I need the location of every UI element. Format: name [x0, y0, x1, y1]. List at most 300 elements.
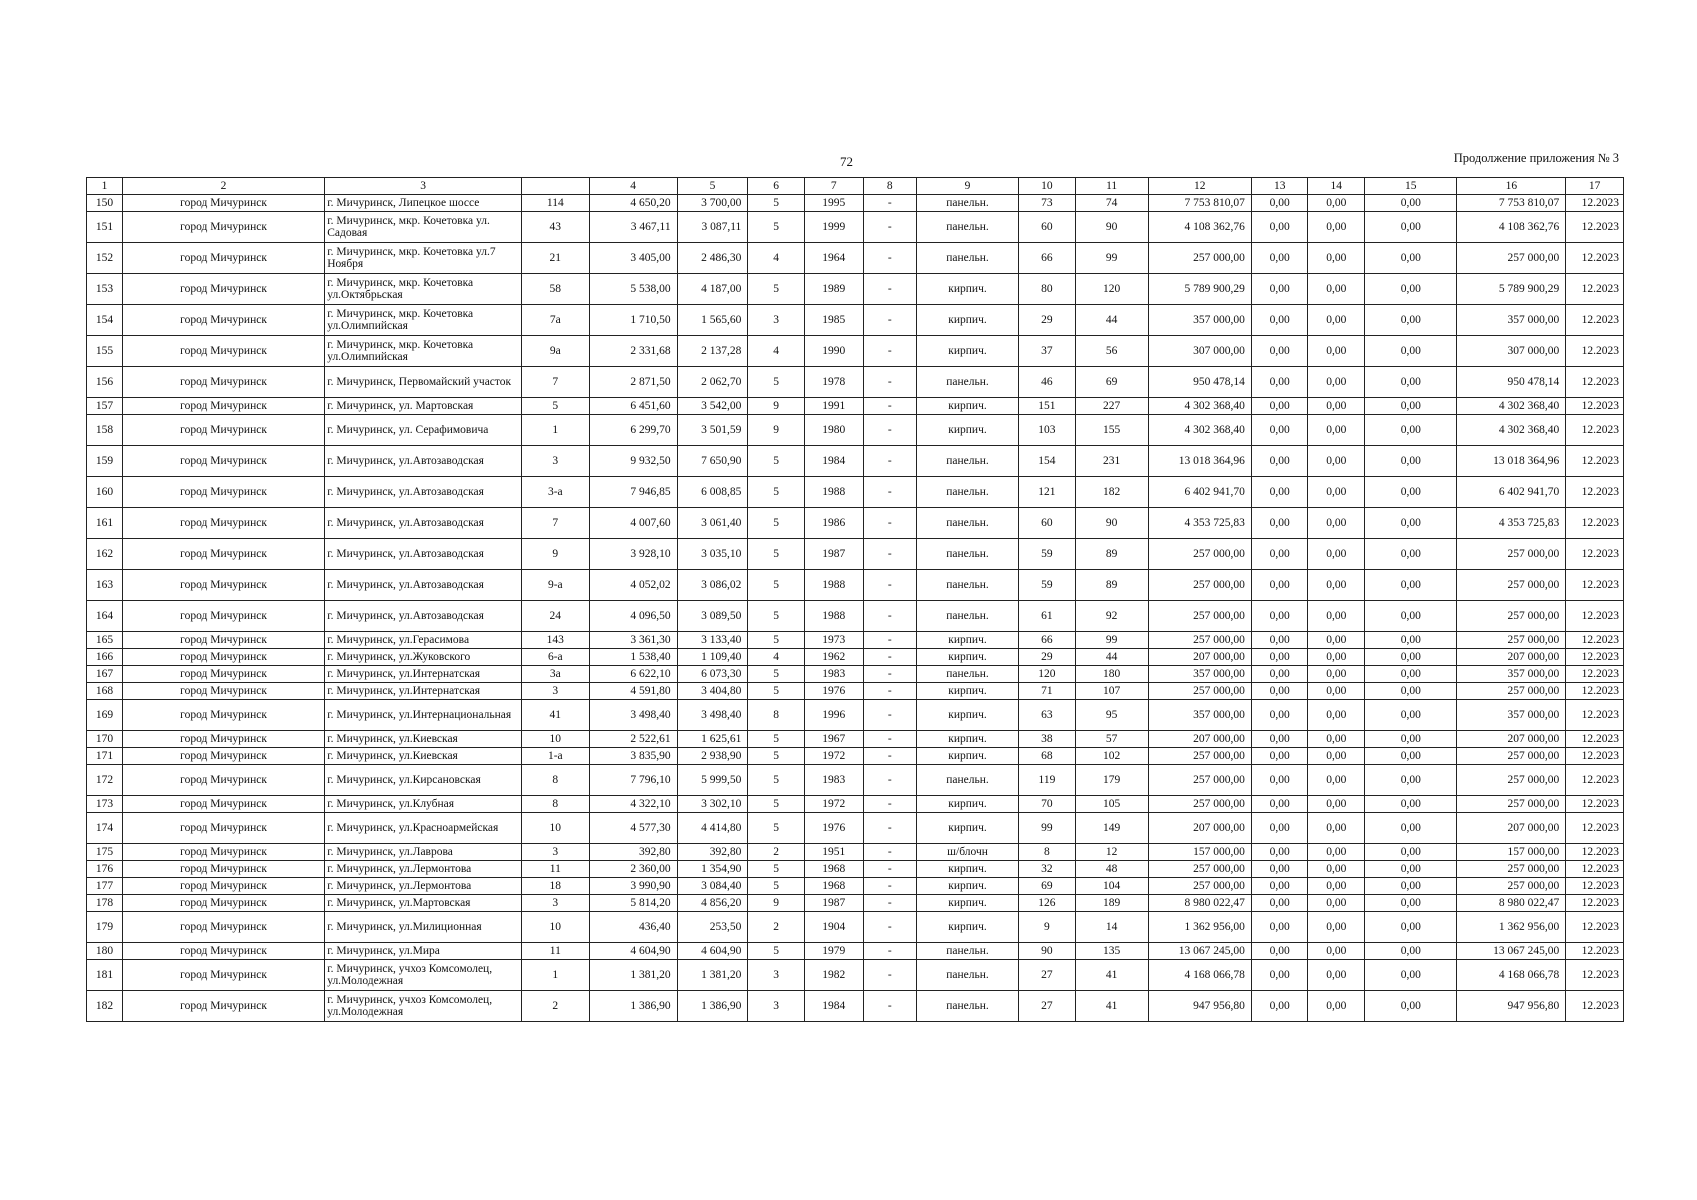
- col-8-cell: -: [863, 539, 916, 570]
- col-14-cell: 0,00: [1308, 748, 1365, 765]
- row-number-cell: 160: [87, 477, 123, 508]
- table-row: [87, 477, 1624, 508]
- table-row: [87, 960, 1624, 991]
- municipality-cell: город Мичуринск: [122, 960, 324, 991]
- total-area-cell: 1 538,40: [589, 649, 677, 666]
- col-11-cell: 14: [1075, 912, 1148, 943]
- col-8-cell: -: [863, 398, 916, 415]
- house-number-cell: 3-а: [522, 477, 589, 508]
- completion-date-cell: 12.2023: [1566, 336, 1624, 367]
- col-11-cell: 107: [1075, 683, 1148, 700]
- col-16-cell: 947 956,80: [1457, 991, 1566, 1022]
- col-14-cell: 0,00: [1308, 991, 1365, 1022]
- total-area-cell: 4 650,20: [589, 195, 677, 212]
- col-15-cell: 0,00: [1365, 398, 1457, 415]
- wall-material-cell: кирпич.: [916, 895, 1018, 912]
- total-cost-cell: 207 000,00: [1148, 731, 1251, 748]
- col-8-cell: -: [863, 895, 916, 912]
- wall-material-cell: панельн.: [916, 943, 1018, 960]
- year-built-cell: 1983: [804, 666, 863, 683]
- year-built-cell: 1987: [804, 539, 863, 570]
- col-11-cell: 99: [1075, 632, 1148, 649]
- address-cell: г. Мичуринск, ул.Клубная: [325, 796, 522, 813]
- col-16-cell: 207 000,00: [1457, 649, 1566, 666]
- col-16-cell: 357 000,00: [1457, 305, 1566, 336]
- row-number-cell: 172: [87, 765, 123, 796]
- total-cost-cell: 307 000,00: [1148, 336, 1251, 367]
- table-row: [87, 683, 1624, 700]
- col-15-cell: 0,00: [1365, 960, 1457, 991]
- col-10-cell: 37: [1019, 336, 1076, 367]
- column-header-0: 1: [87, 178, 123, 195]
- col-15-cell: 0,00: [1365, 878, 1457, 895]
- municipality-cell: город Мичуринск: [122, 508, 324, 539]
- wall-material-cell: кирпич.: [916, 398, 1018, 415]
- year-built-cell: 1999: [804, 212, 863, 243]
- total-area-cell: 4 322,10: [589, 796, 677, 813]
- col-8-cell: -: [863, 813, 916, 844]
- completion-date-cell: 12.2023: [1566, 539, 1624, 570]
- municipality-cell: город Мичуринск: [122, 748, 324, 765]
- col-15-cell: 0,00: [1365, 683, 1457, 700]
- address-cell: г. Мичуринск, Липецкое шоссе: [325, 195, 522, 212]
- municipality-cell: город Мичуринск: [122, 861, 324, 878]
- total-area-cell: 7 796,10: [589, 765, 677, 796]
- total-cost-cell: 8 980 022,47: [1148, 895, 1251, 912]
- floors-cell: 5: [748, 632, 805, 649]
- col-10-cell: 103: [1019, 415, 1076, 446]
- total-area-cell: 6 622,10: [589, 666, 677, 683]
- address-cell: г. Мичуринск, мкр. Кочетовка ул.Олимпийская: [325, 305, 522, 336]
- col-13-cell: 0,00: [1251, 649, 1308, 666]
- col-16-cell: 4 353 725,83: [1457, 508, 1566, 539]
- col-15-cell: 0,00: [1365, 895, 1457, 912]
- floors-cell: 5: [748, 813, 805, 844]
- table-row: [87, 195, 1624, 212]
- row-number-cell: 154: [87, 305, 123, 336]
- col-15-cell: 0,00: [1365, 477, 1457, 508]
- col-8-cell: -: [863, 960, 916, 991]
- col-13-cell: 0,00: [1251, 796, 1308, 813]
- house-number-cell: 3: [522, 446, 589, 477]
- col-10-cell: 119: [1019, 765, 1076, 796]
- completion-date-cell: 12.2023: [1566, 666, 1624, 683]
- col-11-cell: 105: [1075, 796, 1148, 813]
- col-13-cell: 0,00: [1251, 683, 1308, 700]
- col-14-cell: 0,00: [1308, 336, 1365, 367]
- table-row: [87, 570, 1624, 601]
- wall-material-cell: панельн.: [916, 212, 1018, 243]
- col-13-cell: 0,00: [1251, 601, 1308, 632]
- floors-cell: 2: [748, 844, 805, 861]
- row-number-cell: 164: [87, 601, 123, 632]
- row-number-cell: 168: [87, 683, 123, 700]
- table-row: [87, 991, 1624, 1022]
- total-cost-cell: 257 000,00: [1148, 861, 1251, 878]
- year-built-cell: 1985: [804, 305, 863, 336]
- house-number-cell: 1-а: [522, 748, 589, 765]
- floors-cell: 5: [748, 765, 805, 796]
- table-row: [87, 508, 1624, 539]
- municipality-cell: город Мичуринск: [122, 367, 324, 398]
- col-16-cell: 7 753 810,07: [1457, 195, 1566, 212]
- address-cell: г. Мичуринск, ул.Герасимова: [325, 632, 522, 649]
- year-built-cell: 1986: [804, 508, 863, 539]
- col-15-cell: 0,00: [1365, 649, 1457, 666]
- table-row: [87, 895, 1624, 912]
- col-8-cell: -: [863, 861, 916, 878]
- col-10-cell: 46: [1019, 367, 1076, 398]
- house-number-cell: 9а: [522, 336, 589, 367]
- completion-date-cell: 12.2023: [1566, 570, 1624, 601]
- living-area-cell: 5 999,50: [677, 765, 748, 796]
- col-10-cell: 154: [1019, 446, 1076, 477]
- col-14-cell: 0,00: [1308, 878, 1365, 895]
- col-13-cell: 0,00: [1251, 336, 1308, 367]
- house-number-cell: 43: [522, 212, 589, 243]
- floors-cell: 4: [748, 336, 805, 367]
- row-number-cell: 169: [87, 700, 123, 731]
- floors-cell: 9: [748, 415, 805, 446]
- floors-cell: 5: [748, 731, 805, 748]
- year-built-cell: 1968: [804, 878, 863, 895]
- col-14-cell: 0,00: [1308, 666, 1365, 683]
- row-number-cell: 153: [87, 274, 123, 305]
- wall-material-cell: панельн.: [916, 539, 1018, 570]
- row-number-cell: 182: [87, 991, 123, 1022]
- total-area-cell: 3 467,11: [589, 212, 677, 243]
- col-13-cell: 0,00: [1251, 731, 1308, 748]
- completion-date-cell: 12.2023: [1566, 912, 1624, 943]
- col-16-cell: 257 000,00: [1457, 748, 1566, 765]
- address-cell: г. Мичуринск, ул.Лермонтова: [325, 861, 522, 878]
- floors-cell: 5: [748, 195, 805, 212]
- col-11-cell: 12: [1075, 844, 1148, 861]
- wall-material-cell: кирпич.: [916, 700, 1018, 731]
- column-header-3: [522, 178, 589, 195]
- total-cost-cell: 13 018 364,96: [1148, 446, 1251, 477]
- municipality-cell: город Мичуринск: [122, 305, 324, 336]
- col-8-cell: -: [863, 367, 916, 398]
- row-number-cell: 165: [87, 632, 123, 649]
- col-16-cell: 257 000,00: [1457, 601, 1566, 632]
- year-built-cell: 1984: [804, 446, 863, 477]
- house-number-cell: 9: [522, 539, 589, 570]
- total-area-cell: 4 096,50: [589, 601, 677, 632]
- living-area-cell: 1 109,40: [677, 649, 748, 666]
- completion-date-cell: 12.2023: [1566, 649, 1624, 666]
- table-row: [87, 796, 1624, 813]
- col-14-cell: 0,00: [1308, 895, 1365, 912]
- col-14-cell: 0,00: [1308, 844, 1365, 861]
- col-8-cell: -: [863, 878, 916, 895]
- col-10-cell: 27: [1019, 960, 1076, 991]
- table-row: [87, 666, 1624, 683]
- wall-material-cell: кирпич.: [916, 813, 1018, 844]
- column-header-17: 17: [1566, 178, 1624, 195]
- col-13-cell: 0,00: [1251, 632, 1308, 649]
- floors-cell: 5: [748, 601, 805, 632]
- col-11-cell: 74: [1075, 195, 1148, 212]
- municipality-cell: город Мичуринск: [122, 570, 324, 601]
- floors-cell: 9: [748, 398, 805, 415]
- address-cell: г. Мичуринск, ул.Интернациональная: [325, 700, 522, 731]
- row-number-cell: 151: [87, 212, 123, 243]
- row-number-cell: 177: [87, 878, 123, 895]
- col-13-cell: 0,00: [1251, 570, 1308, 601]
- municipality-cell: город Мичуринск: [122, 844, 324, 861]
- completion-date-cell: 12.2023: [1566, 878, 1624, 895]
- wall-material-cell: кирпич.: [916, 305, 1018, 336]
- address-cell: г. Мичуринск, мкр. Кочетовка ул.7 Ноября: [325, 243, 522, 274]
- total-cost-cell: 6 402 941,70: [1148, 477, 1251, 508]
- completion-date-cell: 12.2023: [1566, 960, 1624, 991]
- address-cell: г. Мичуринск, ул.Интернатская: [325, 666, 522, 683]
- table-body: [87, 195, 1624, 1022]
- col-15-cell: 0,00: [1365, 844, 1457, 861]
- col-15-cell: 0,00: [1365, 415, 1457, 446]
- row-number-cell: 176: [87, 861, 123, 878]
- house-number-cell: 8: [522, 796, 589, 813]
- row-number-cell: 167: [87, 666, 123, 683]
- col-10-cell: 9: [1019, 912, 1076, 943]
- col-15-cell: 0,00: [1365, 570, 1457, 601]
- municipality-cell: город Мичуринск: [122, 649, 324, 666]
- col-8-cell: -: [863, 195, 916, 212]
- col-13-cell: 0,00: [1251, 991, 1308, 1022]
- living-area-cell: 3 035,10: [677, 539, 748, 570]
- total-cost-cell: 357 000,00: [1148, 666, 1251, 683]
- total-cost-cell: 4 353 725,83: [1148, 508, 1251, 539]
- col-13-cell: 0,00: [1251, 748, 1308, 765]
- year-built-cell: 1995: [804, 195, 863, 212]
- year-built-cell: 1951: [804, 844, 863, 861]
- living-area-cell: 6 008,85: [677, 477, 748, 508]
- house-number-cell: 2: [522, 991, 589, 1022]
- total-cost-cell: 257 000,00: [1148, 765, 1251, 796]
- buildings-table: [86, 177, 1624, 1022]
- year-built-cell: 1988: [804, 570, 863, 601]
- house-number-cell: 143: [522, 632, 589, 649]
- wall-material-cell: панельн.: [916, 367, 1018, 398]
- total-area-cell: 9 932,50: [589, 446, 677, 477]
- living-area-cell: 1 386,90: [677, 991, 748, 1022]
- col-8-cell: -: [863, 305, 916, 336]
- col-11-cell: 44: [1075, 305, 1148, 336]
- floors-cell: 5: [748, 748, 805, 765]
- municipality-cell: город Мичуринск: [122, 243, 324, 274]
- house-number-cell: 58: [522, 274, 589, 305]
- row-number-cell: 170: [87, 731, 123, 748]
- col-16-cell: 257 000,00: [1457, 539, 1566, 570]
- completion-date-cell: 12.2023: [1566, 813, 1624, 844]
- living-area-cell: 3 498,40: [677, 700, 748, 731]
- col-10-cell: 60: [1019, 212, 1076, 243]
- col-14-cell: 0,00: [1308, 813, 1365, 844]
- wall-material-cell: панельн.: [916, 446, 1018, 477]
- house-number-cell: 10: [522, 912, 589, 943]
- table-row: [87, 912, 1624, 943]
- col-14-cell: 0,00: [1308, 796, 1365, 813]
- year-built-cell: 1988: [804, 477, 863, 508]
- total-area-cell: 3 928,10: [589, 539, 677, 570]
- total-area-cell: 6 451,60: [589, 398, 677, 415]
- floors-cell: 9: [748, 895, 805, 912]
- table-row: [87, 336, 1624, 367]
- col-14-cell: 0,00: [1308, 700, 1365, 731]
- col-11-cell: 41: [1075, 991, 1148, 1022]
- col-8-cell: -: [863, 446, 916, 477]
- col-8-cell: -: [863, 477, 916, 508]
- col-10-cell: 121: [1019, 477, 1076, 508]
- house-number-cell: 21: [522, 243, 589, 274]
- living-area-cell: 3 086,02: [677, 570, 748, 601]
- table-row: [87, 539, 1624, 570]
- col-15-cell: 0,00: [1365, 508, 1457, 539]
- total-area-cell: 4 591,80: [589, 683, 677, 700]
- municipality-cell: город Мичуринск: [122, 446, 324, 477]
- house-number-cell: 3: [522, 844, 589, 861]
- table-row: [87, 305, 1624, 336]
- col-14-cell: 0,00: [1308, 305, 1365, 336]
- row-number-cell: 163: [87, 570, 123, 601]
- col-10-cell: 38: [1019, 731, 1076, 748]
- municipality-cell: город Мичуринск: [122, 336, 324, 367]
- house-number-cell: 10: [522, 813, 589, 844]
- table-row: [87, 700, 1624, 731]
- col-14-cell: 0,00: [1308, 446, 1365, 477]
- col-10-cell: 151: [1019, 398, 1076, 415]
- col-13-cell: 0,00: [1251, 243, 1308, 274]
- table-row: [87, 446, 1624, 477]
- floors-cell: 5: [748, 943, 805, 960]
- house-number-cell: 7: [522, 367, 589, 398]
- col-11-cell: 57: [1075, 731, 1148, 748]
- year-built-cell: 1972: [804, 748, 863, 765]
- col-8-cell: -: [863, 336, 916, 367]
- year-built-cell: 1987: [804, 895, 863, 912]
- col-16-cell: 950 478,14: [1457, 367, 1566, 398]
- living-area-cell: 3 404,80: [677, 683, 748, 700]
- col-10-cell: 90: [1019, 943, 1076, 960]
- total-cost-cell: 257 000,00: [1148, 632, 1251, 649]
- floors-cell: 5: [748, 570, 805, 601]
- total-area-cell: 4 577,30: [589, 813, 677, 844]
- col-13-cell: 0,00: [1251, 508, 1308, 539]
- wall-material-cell: панельн.: [916, 570, 1018, 601]
- living-area-cell: 2 486,30: [677, 243, 748, 274]
- year-built-cell: 1972: [804, 796, 863, 813]
- floors-cell: 5: [748, 796, 805, 813]
- wall-material-cell: кирпич.: [916, 632, 1018, 649]
- total-area-cell: 3 835,90: [589, 748, 677, 765]
- row-number-cell: 179: [87, 912, 123, 943]
- wall-material-cell: кирпич.: [916, 415, 1018, 446]
- wall-material-cell: панельн.: [916, 765, 1018, 796]
- col-16-cell: 1 362 956,00: [1457, 912, 1566, 943]
- row-number-cell: 174: [87, 813, 123, 844]
- completion-date-cell: 12.2023: [1566, 508, 1624, 539]
- total-cost-cell: 950 478,14: [1148, 367, 1251, 398]
- year-built-cell: 1964: [804, 243, 863, 274]
- total-area-cell: 1 710,50: [589, 305, 677, 336]
- col-16-cell: 257 000,00: [1457, 878, 1566, 895]
- floors-cell: 5: [748, 508, 805, 539]
- completion-date-cell: 12.2023: [1566, 943, 1624, 960]
- col-15-cell: 0,00: [1365, 446, 1457, 477]
- column-header-15: 15: [1365, 178, 1457, 195]
- living-area-cell: 7 650,90: [677, 446, 748, 477]
- address-cell: г. Мичуринск, мкр. Кочетовка ул.Октябрьская: [325, 274, 522, 305]
- floors-cell: 3: [748, 305, 805, 336]
- municipality-cell: город Мичуринск: [122, 796, 324, 813]
- total-area-cell: 5 814,20: [589, 895, 677, 912]
- municipality-cell: город Мичуринск: [122, 212, 324, 243]
- year-built-cell: 1982: [804, 960, 863, 991]
- house-number-cell: 3: [522, 683, 589, 700]
- municipality-cell: город Мичуринск: [122, 398, 324, 415]
- col-10-cell: 71: [1019, 683, 1076, 700]
- wall-material-cell: панельн.: [916, 508, 1018, 539]
- living-area-cell: 1 625,61: [677, 731, 748, 748]
- house-number-cell: 18: [522, 878, 589, 895]
- col-14-cell: 0,00: [1308, 508, 1365, 539]
- col-11-cell: 135: [1075, 943, 1148, 960]
- total-area-cell: 4 052,02: [589, 570, 677, 601]
- col-15-cell: 0,00: [1365, 632, 1457, 649]
- address-cell: г. Мичуринск, ул.Автозаводская: [325, 477, 522, 508]
- house-number-cell: 114: [522, 195, 589, 212]
- row-number-cell: 180: [87, 943, 123, 960]
- col-16-cell: 13 067 245,00: [1457, 943, 1566, 960]
- col-11-cell: 182: [1075, 477, 1148, 508]
- completion-date-cell: 12.2023: [1566, 844, 1624, 861]
- floors-cell: 8: [748, 700, 805, 731]
- col-13-cell: 0,00: [1251, 878, 1308, 895]
- col-13-cell: 0,00: [1251, 861, 1308, 878]
- col-16-cell: 257 000,00: [1457, 683, 1566, 700]
- living-area-cell: 4 414,80: [677, 813, 748, 844]
- total-area-cell: 1 381,20: [589, 960, 677, 991]
- col-11-cell: 44: [1075, 649, 1148, 666]
- row-number-cell: 171: [87, 748, 123, 765]
- col-11-cell: 120: [1075, 274, 1148, 305]
- col-11-cell: 89: [1075, 539, 1148, 570]
- municipality-cell: город Мичуринск: [122, 477, 324, 508]
- col-15-cell: 0,00: [1365, 912, 1457, 943]
- col-10-cell: 69: [1019, 878, 1076, 895]
- col-15-cell: 0,00: [1365, 813, 1457, 844]
- table-row: [87, 415, 1624, 446]
- floors-cell: 5: [748, 666, 805, 683]
- municipality-cell: город Мичуринск: [122, 765, 324, 796]
- year-built-cell: 1991: [804, 398, 863, 415]
- wall-material-cell: кирпич.: [916, 748, 1018, 765]
- municipality-cell: город Мичуринск: [122, 415, 324, 446]
- total-area-cell: 7 946,85: [589, 477, 677, 508]
- living-area-cell: 4 856,20: [677, 895, 748, 912]
- col-8-cell: -: [863, 731, 916, 748]
- total-cost-cell: 257 000,00: [1148, 601, 1251, 632]
- col-11-cell: 102: [1075, 748, 1148, 765]
- wall-material-cell: кирпич.: [916, 878, 1018, 895]
- col-10-cell: 27: [1019, 991, 1076, 1022]
- address-cell: г. Мичуринск, мкр. Кочетовка ул.Олимпийская: [325, 336, 522, 367]
- col-16-cell: 4 168 066,78: [1457, 960, 1566, 991]
- col-13-cell: 0,00: [1251, 305, 1308, 336]
- col-10-cell: 120: [1019, 666, 1076, 683]
- table-row: [87, 649, 1624, 666]
